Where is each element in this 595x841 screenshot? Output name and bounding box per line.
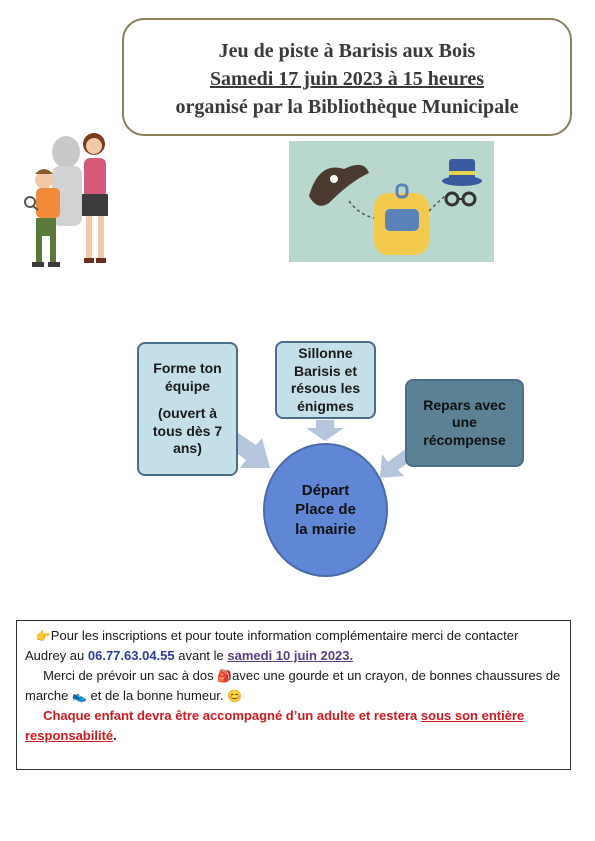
box-explore-line4: énigmes [297, 397, 354, 414]
children-detectives-illustration [22, 122, 117, 272]
equipment-text-b: avec une gourde et un crayon, de bonnes chaussures de marche [25, 668, 561, 703]
box-explore-line2: Barisis et [293, 362, 358, 379]
title-box [122, 18, 572, 136]
start-location-oval [263, 443, 388, 577]
registration-mid: avant le [174, 648, 228, 663]
box-reward [405, 379, 524, 467]
info-responsibility [25, 706, 562, 746]
responsibility-text: Chaque enfant devra être accompagné d’un adulte et restera [43, 708, 421, 723]
info-registration [25, 626, 562, 666]
event-organizer: organisé par la Bibliothèque Municipale [175, 96, 519, 118]
arrow-from-explore [306, 420, 344, 441]
start-line3: la mairie [295, 520, 356, 538]
box-explore-line1: Sillonne [298, 345, 353, 361]
start-line2: Place de [295, 501, 356, 519]
box-reward-line2: une [452, 414, 477, 431]
sneaker-icon: 👟 [71, 689, 87, 703]
box-explore-line3: résous les [290, 380, 361, 396]
smiley-icon: 😊 [227, 689, 243, 703]
registration-text: Pour les inscriptions et pour toute information complémentaire merci de contacter Audrey au [25, 628, 519, 663]
box-form-team-line5: ans) [173, 440, 202, 457]
box-explore [275, 341, 376, 419]
box-form-team [137, 342, 238, 476]
event-date: Samedi 17 juin 2023 à 15 heures [209, 68, 485, 90]
treasure-hunt-illustration [289, 141, 494, 262]
responsibility-end: . [113, 728, 117, 743]
hunt-items-icon [289, 141, 494, 262]
deadline-date: samedi 10 juin 2023. [227, 648, 354, 663]
info-equipment [25, 666, 562, 706]
box-reward-line1: Repars avec [423, 396, 506, 413]
box-form-team-line4: tous dès 7 [152, 422, 223, 439]
info-box [16, 620, 571, 770]
box-form-team-line3: (ouvert à [157, 405, 218, 422]
box-form-team-line2: équipe [164, 377, 211, 394]
responsibility-underlined: sous son entière responsabilité [25, 708, 525, 743]
event-title: Jeu de piste à Barisis aux Bois [218, 40, 476, 62]
equipment-text-a: Merci de prévoir un sac à dos [43, 668, 218, 683]
pointing-hand-icon: 👉 [35, 629, 51, 643]
start-line1: Départ [301, 481, 350, 499]
equipment-text-c: et de la bonne humeur. [86, 688, 228, 703]
backpack-icon: 🎒 [217, 669, 233, 683]
box-reward-line3: récompense [423, 431, 506, 448]
phone-number[interactable]: 06.77.63.04.55 [87, 648, 175, 663]
box-form-team-line1: Forme ton [153, 360, 222, 377]
